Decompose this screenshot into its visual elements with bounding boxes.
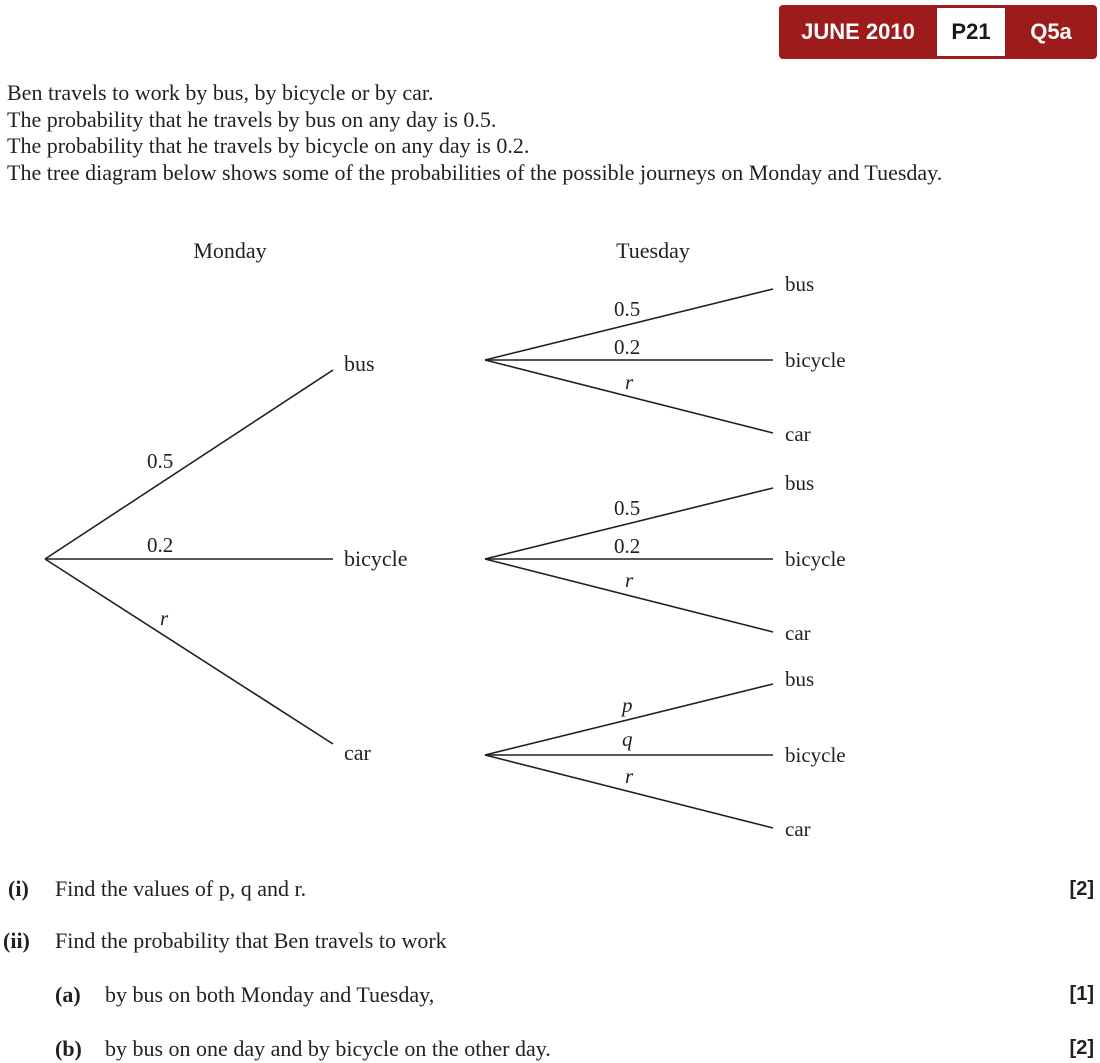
outcome-monday-bicycle: bicycle xyxy=(344,546,408,571)
question-ii-number: (ii) xyxy=(3,928,30,953)
intro-line-4: The tree diagram below shows some of the probabilities of the possible journeys on Monday and Tuesday. xyxy=(7,159,943,185)
question-i-number: (i) xyxy=(8,876,29,901)
outcome-car-bicycle: bicycle xyxy=(785,743,846,767)
question-i-marks: [2] xyxy=(1069,878,1094,900)
prob-bus-bicycle: 0.2 xyxy=(614,335,641,359)
prob-car-car: r xyxy=(625,764,634,788)
question-i-text: Find the values of p, q and r. xyxy=(55,876,307,901)
question-ii-a-marks: [1] xyxy=(1069,983,1094,1005)
outcome-bus-car: car xyxy=(785,422,811,446)
question-ii-text: Find the probability that Ben travels to work xyxy=(55,928,447,953)
question-ii-b-text: by bus on one day and by bicycle on the other day. xyxy=(105,1036,551,1061)
paper-label: P21 xyxy=(937,8,1005,56)
question-ii-b xyxy=(55,1036,551,1062)
question-ii-a xyxy=(55,982,435,1008)
monday-heading: Monday xyxy=(193,238,267,263)
branch-monday-bus xyxy=(45,370,333,559)
prob-bicycle-bicycle: 0.2 xyxy=(614,534,641,558)
question-ii xyxy=(3,928,447,954)
outcome-bicycle-car: car xyxy=(785,621,811,645)
intro-line-2: The probability that he travels by bus on any day is 0.5. xyxy=(7,106,497,132)
question-ii-a-text: by bus on both Monday and Tuesday, xyxy=(105,982,435,1007)
session-label: JUNE 2010 xyxy=(801,19,915,44)
intro-line-1: Ben travels to work by bus, by bicycle or by car. xyxy=(7,80,434,105)
prob-bicycle-car: r xyxy=(625,568,634,592)
question-ii-b-number: (b) xyxy=(55,1036,82,1061)
intro-line-3: The probability that he travels by bicycle on any day is 0.2. xyxy=(7,133,530,158)
outcome-car-bus: bus xyxy=(785,667,815,691)
prob-bus-car: r xyxy=(625,370,634,394)
question-ii-a-number: (a) xyxy=(55,982,81,1007)
outcome-car-car: car xyxy=(785,817,811,841)
question-ii-b-marks: [2] xyxy=(1069,1037,1094,1059)
outcome-bicycle-bus: bus xyxy=(785,471,815,495)
prob-car-bicycle: q xyxy=(622,727,633,751)
tuesday-heading: Tuesday xyxy=(616,238,690,263)
branch-monday-car xyxy=(45,559,333,744)
prob-monday-car: r xyxy=(160,606,169,630)
outcome-monday-car: car xyxy=(344,740,371,765)
prob-monday-bicycle: 0.2 xyxy=(147,533,174,557)
question-label: Q5a xyxy=(1030,19,1072,44)
outcome-bicycle-bicycle: bicycle xyxy=(785,547,846,571)
outcome-monday-bus: bus xyxy=(344,351,375,376)
prob-bus-bus: 0.5 xyxy=(614,297,641,321)
outcome-bus-bus: bus xyxy=(785,272,815,296)
outcome-bus-bicycle: bicycle xyxy=(785,348,846,372)
prob-bicycle-bus: 0.5 xyxy=(614,496,641,520)
prob-car-bus: p xyxy=(622,693,633,717)
prob-monday-bus: 0.5 xyxy=(147,449,174,473)
question-i xyxy=(8,876,307,902)
